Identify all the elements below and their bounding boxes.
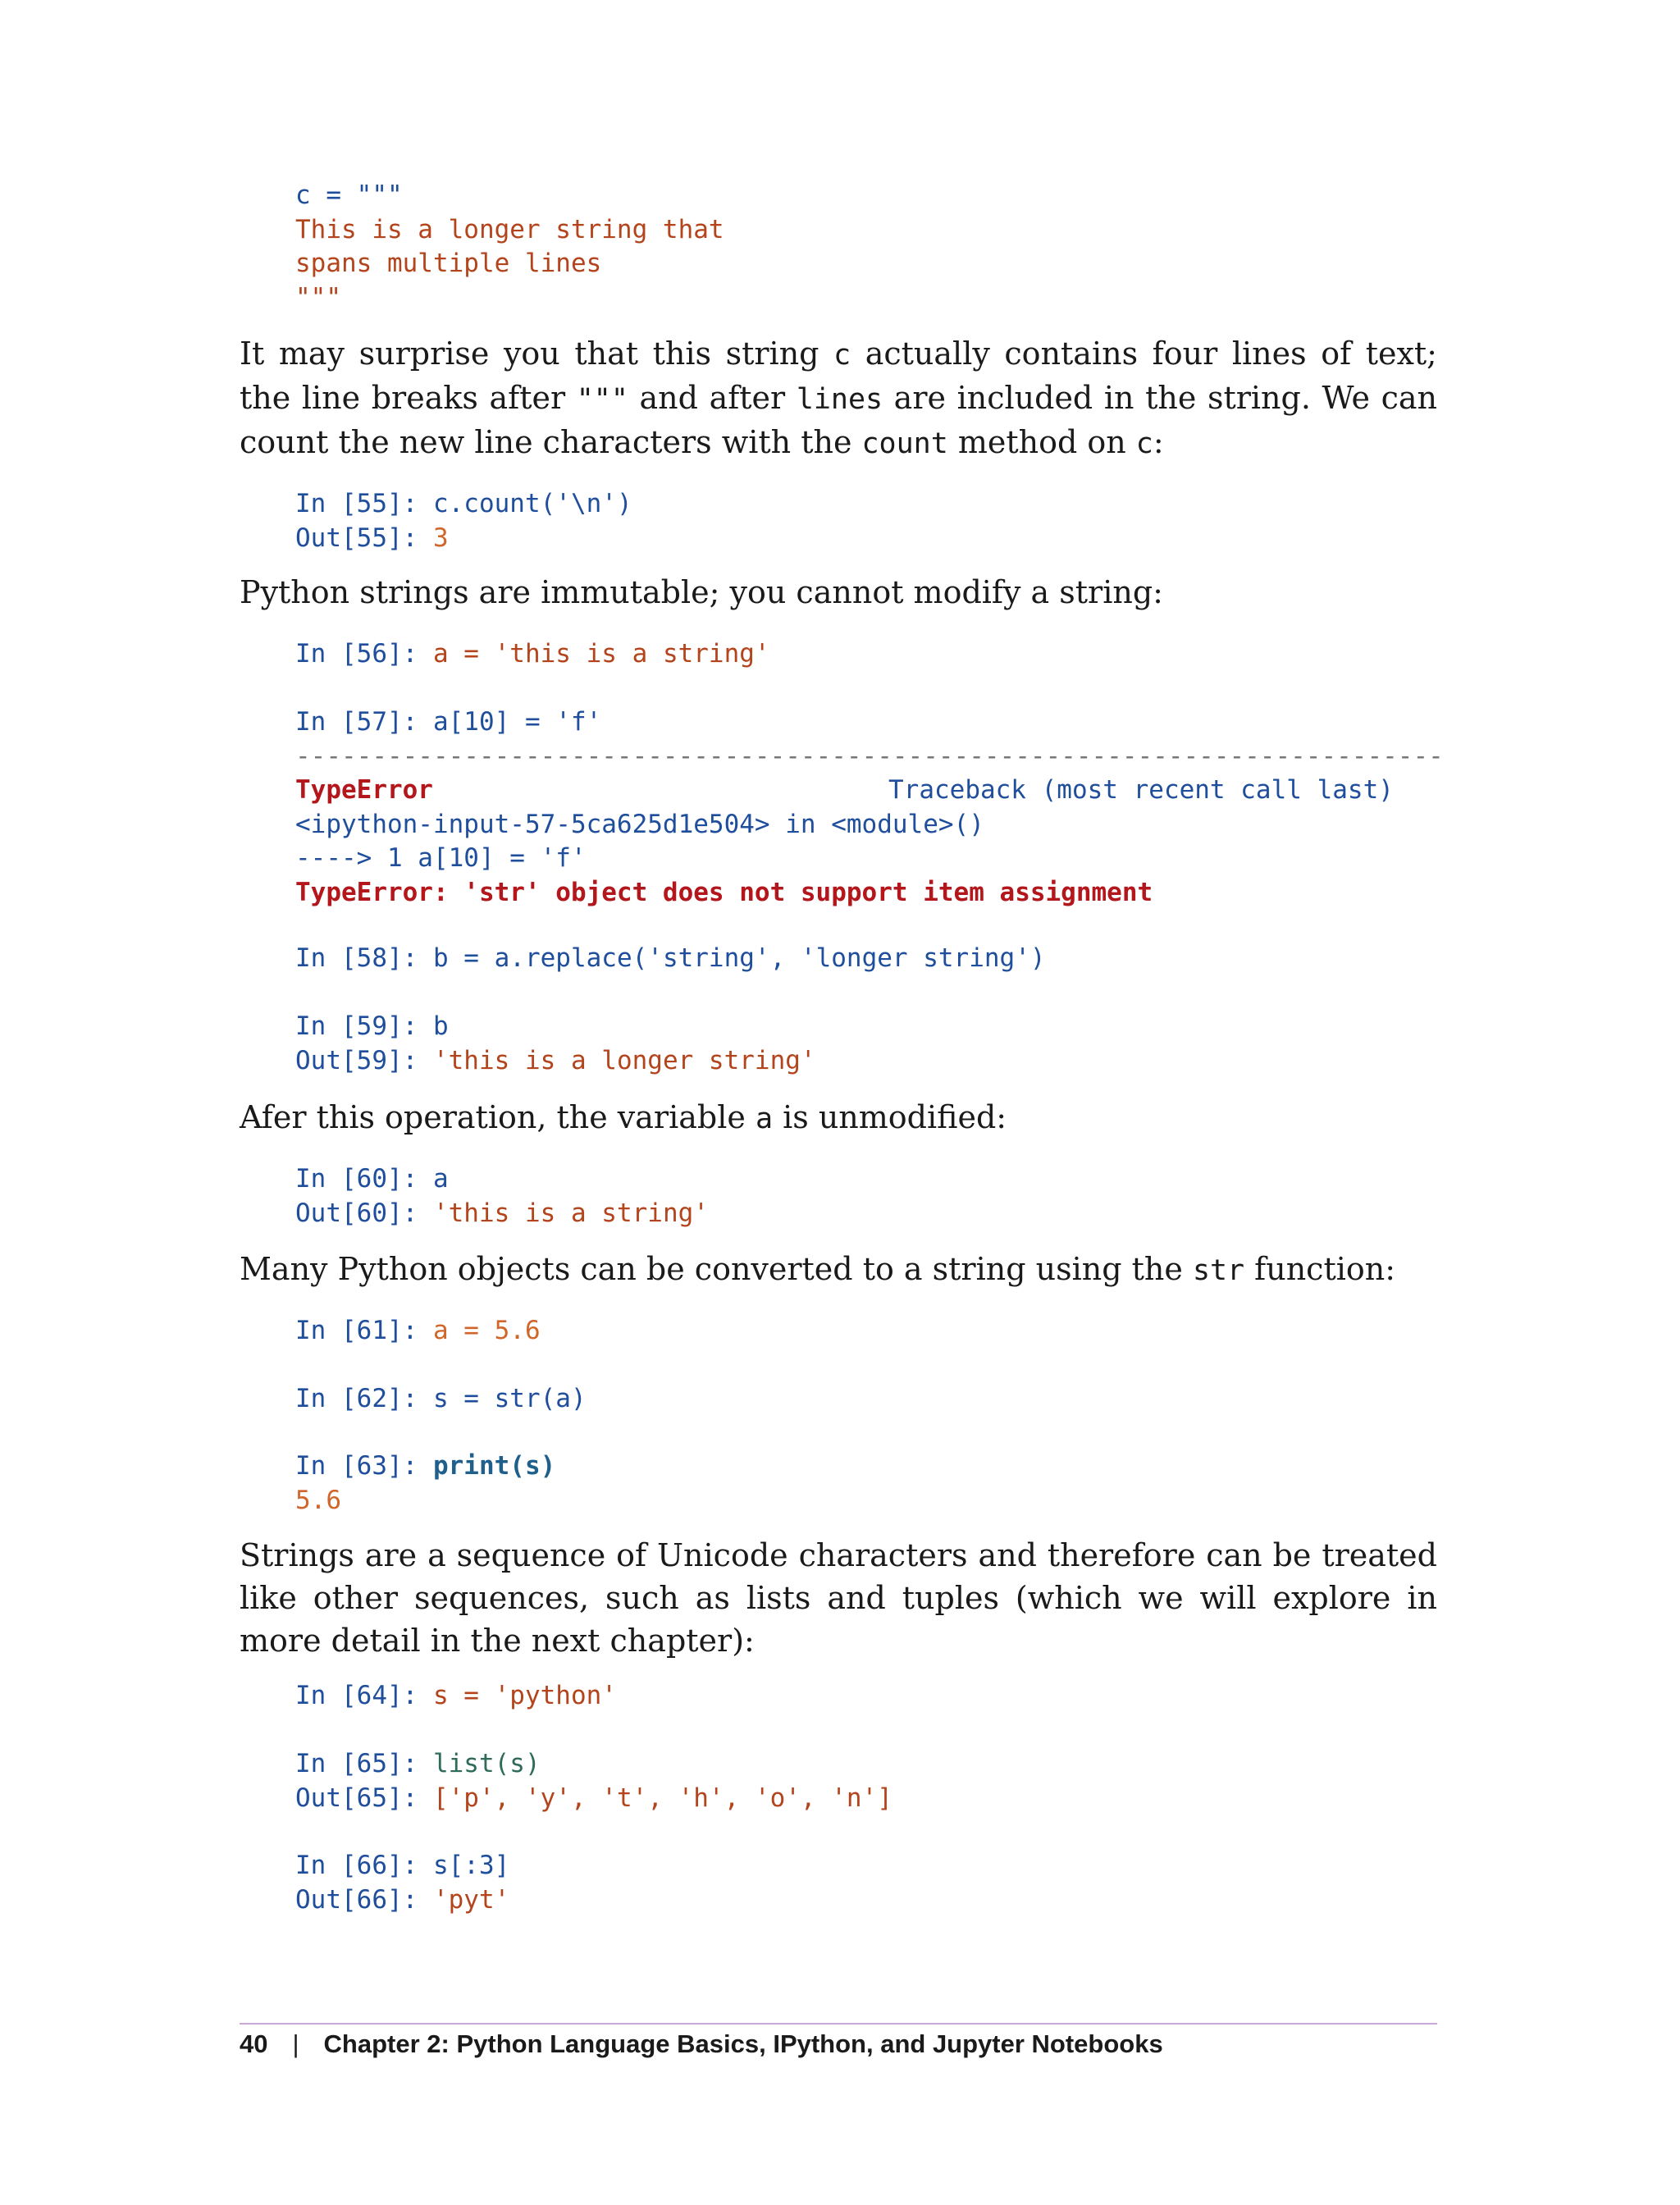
inline-code: a	[755, 1102, 773, 1135]
in-prompt: In [65]:	[295, 1749, 433, 1778]
text: actually contains four lines of text; the line breaks after	[240, 336, 1437, 416]
code-line: spans multiple lines	[295, 249, 602, 278]
text: :	[1153, 424, 1164, 460]
text: are included in the string. We can count the new line characters with the	[240, 380, 1437, 460]
in-prompt: In [64]:	[295, 1681, 433, 1710]
paragraph-str-function	[240, 1248, 1437, 1292]
code: list(s)	[432, 1749, 541, 1778]
code-line	[295, 1449, 555, 1484]
inline-code: lines	[796, 383, 883, 416]
code-line	[295, 1782, 892, 1816]
out-prompt: Out[60]:	[295, 1198, 433, 1228]
in-prompt: In [56]:	[295, 639, 433, 669]
in-prompt: In [63]:	[295, 1451, 433, 1481]
code-line	[295, 1747, 892, 1782]
code-line: This is a longer string that	[295, 214, 724, 244]
code-line	[295, 1883, 509, 1918]
code-block-replace	[295, 942, 1046, 976]
code: a = 'this is a string'	[432, 639, 770, 669]
code-block-b	[295, 1010, 816, 1078]
code: b	[432, 1011, 449, 1041]
text: Afer this operation, the variable	[240, 1099, 756, 1135]
code-block-float	[295, 1314, 541, 1349]
code-block-assign	[295, 637, 770, 672]
in-prompt: In [59]:	[295, 1011, 433, 1041]
in-prompt: In [58]:	[295, 943, 433, 973]
code-line: c = """	[295, 180, 403, 210]
out-prompt: Out[55]:	[295, 523, 433, 553]
code-block-traceback	[295, 705, 1444, 910]
code: b = a.replace('string', 'longer string')	[432, 943, 1046, 973]
code-line	[295, 487, 632, 522]
output: 3	[432, 523, 449, 553]
code: s[:3]	[432, 1851, 510, 1880]
code-block-slice	[295, 1849, 509, 1917]
text: Many Python objects can be converted to a string using the	[240, 1251, 1193, 1287]
text: It may surprise you that this string	[240, 336, 834, 372]
page-number: 40	[240, 2029, 268, 2058]
traceback-location: <ipython-input-57-5ca625d1e504> in <module>()	[295, 809, 984, 839]
text: method on	[947, 424, 1136, 460]
output: 'this is a string'	[432, 1198, 709, 1228]
text: is unmodified:	[773, 1099, 1007, 1135]
in-prompt: In [66]:	[295, 1851, 433, 1880]
error-name: TypeError	[295, 775, 433, 805]
code-block-count	[295, 487, 632, 555]
code-block-list	[295, 1747, 892, 1815]
inline-code: c	[1135, 427, 1153, 460]
out-prompt: Out[59]:	[295, 1045, 433, 1075]
inline-code: str	[1192, 1254, 1245, 1287]
code: a	[432, 1164, 449, 1194]
in-prompt: In [62]:	[295, 1384, 433, 1413]
code-line	[295, 1197, 709, 1231]
traceback-divider: ---------------------------------------------------------------------------	[295, 741, 1444, 771]
code-line	[295, 942, 1046, 976]
chapter-title: Chapter 2: Python Language Basics, IPython, and Jupyter Notebooks	[323, 2029, 1163, 2058]
code-line	[295, 1044, 816, 1079]
code: print(s)	[432, 1451, 556, 1481]
code-line	[295, 1382, 587, 1417]
code: s = str(a)	[432, 1384, 587, 1413]
code-line	[295, 1162, 709, 1197]
code-block-str	[295, 1382, 587, 1417]
code: a[10] = 'f'	[432, 707, 602, 737]
inline-code: c	[833, 339, 851, 372]
inline-code: """	[576, 383, 628, 416]
out-prompt: Out[66]:	[295, 1884, 433, 1915]
output: 5.6	[295, 1485, 341, 1515]
code-block-a	[295, 1162, 709, 1230]
in-prompt: In [57]:	[295, 707, 433, 737]
text: and after	[628, 380, 797, 416]
code-line	[295, 1010, 816, 1044]
text: function:	[1244, 1251, 1396, 1287]
code-block-print	[295, 1449, 555, 1518]
output: 'this is a longer string'	[432, 1045, 816, 1075]
paragraph-unmodified	[240, 1096, 1437, 1140]
code-line	[295, 522, 632, 556]
in-prompt: In [60]:	[295, 1164, 433, 1194]
output: 'pyt'	[432, 1884, 510, 1915]
code-line	[295, 1679, 617, 1714]
code: a = 5.6	[432, 1316, 541, 1345]
out-prompt: Out[65]:	[295, 1783, 433, 1813]
code-line: """	[295, 282, 341, 313]
paragraph-immutable: Python strings are immutable; you cannot modify a string:	[240, 574, 1163, 610]
footer-divider	[240, 2023, 1437, 2025]
code: s = 'python'	[432, 1681, 617, 1710]
error-message: TypeError: 'str' object does not support item assignment	[295, 877, 1153, 907]
output: ['p', 'y', 't', 'h', 'o', 'n']	[432, 1783, 892, 1813]
code-block-multiline-string	[295, 179, 724, 315]
traceback-arrow-line: ----> 1 a[10] = 'f'	[295, 843, 587, 873]
code: c.count('\n')	[432, 489, 632, 518]
code-line	[295, 1849, 509, 1883]
page-footer	[240, 2029, 1163, 2059]
code-line	[295, 637, 770, 672]
code-block-python-string	[295, 1679, 617, 1714]
paragraph-line-breaks	[240, 332, 1437, 465]
footer-separator: |	[292, 2029, 299, 2058]
code-line	[295, 774, 1444, 808]
code-line	[295, 705, 1444, 740]
in-prompt: In [61]:	[295, 1316, 433, 1345]
inline-code: count	[861, 427, 948, 460]
traceback-label: Traceback (most recent call last)	[888, 775, 1394, 805]
paragraph-sequences: Strings are a sequence of Unicode characters and therefore can be treated like other sequences, such as lists and tuples (which we will explore in more detail in the next chapter):	[240, 1537, 1437, 1659]
code-line	[295, 1314, 541, 1349]
in-prompt: In [55]:	[295, 489, 433, 518]
